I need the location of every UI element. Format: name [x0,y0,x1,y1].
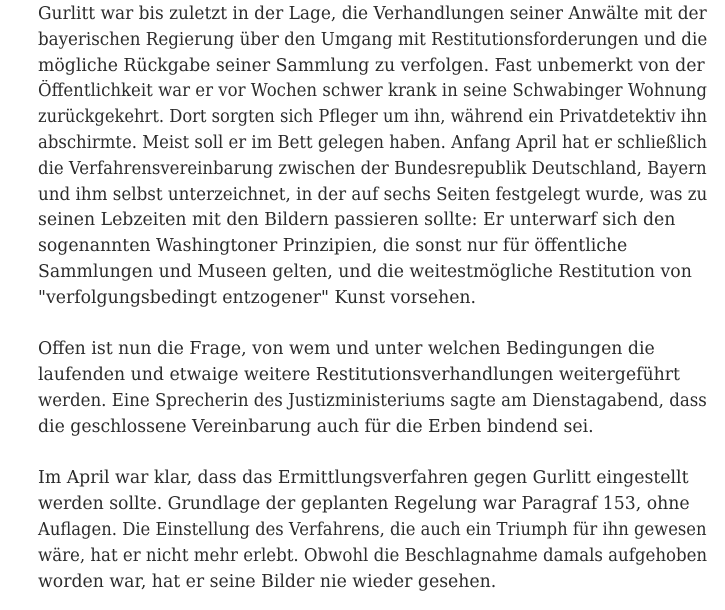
text-line: "verfolgungsbedingt entzogener" Kunst vorsehen. [38,287,477,308]
text-line: die geschlossene Vereinbarung auch für die Erben bindend sei. [38,416,594,437]
text-line: mögliche Rückgabe seiner Sammlung zu verfolgen. Fast unbemerkt von der [38,55,705,76]
text-line: und ihm selbst unterzeichnet, in der auf sechs Seiten festgelegt wurde, was zu [38,184,708,205]
text-line: die Verfahrensvereinbarung zwischen der Bundesrepublik Deutschland, Bayern [38,158,707,179]
text-line: Im April war klar, dass das Ermittlungsverfahren gegen Gurlitt eingestellt [38,468,689,489]
paragraph-3 [38,466,707,595]
text-line: bayerischen Regierung über den Umgang mit Restitutionsforderungen und die [38,29,708,50]
text-line: Sammlungen und Museen gelten, und die weitestmögliche Restitution von [38,261,692,282]
text-line: seinen Lebzeiten mit den Bildern passieren sollte: Er unterwarf sich den [38,210,676,231]
text-line: Öffentlichkeit war er vor Wochen schwer krank in seine Schwabinger Wohnung [38,81,708,102]
paragraph-1 [38,2,707,312]
text-line: werden sollte. Grundlage der geplanten Regelung war Paragraf 153, ohne [38,494,690,515]
text-line: abschirmte. Meist soll er im Bett gelegen haben. Anfang April hat er schließlich [38,132,708,153]
text-line: Gurlitt war bis zuletzt in der Lage, die Verhandlungen seiner Anwälte mit der [38,4,707,24]
text-line: laufenden und etwaige weitere Restitutionsverhandlungen weitergeführt [38,365,680,386]
text-line: Auflagen. Die Einstellung des Verfahrens, die auch ein Triumph für ihn gewesen [38,519,707,540]
text-line: worden war, hat er seine Bilder nie wieder gesehen. [38,571,497,592]
text-line: zurückgekehrt. Dort sorgten sich Pfleger um ihn, während ein Privatdetektiv ihn [38,107,708,128]
text-line: wäre, hat er nicht mehr erlebt. Obwohl die Beschlagnahme damals aufgehoben [38,545,708,566]
text-line: Offen ist nun die Frage, von wem und unter welchen Bedingungen die [38,339,655,360]
text-line: sogenannten Washingtoner Prinzipien, die sonst nur für öffentliche [38,236,628,257]
paragraph-2 [38,337,707,440]
text-line: werden. Eine Sprecherin des Justizministeriums sagte am Dienstagabend, dass [38,390,707,411]
